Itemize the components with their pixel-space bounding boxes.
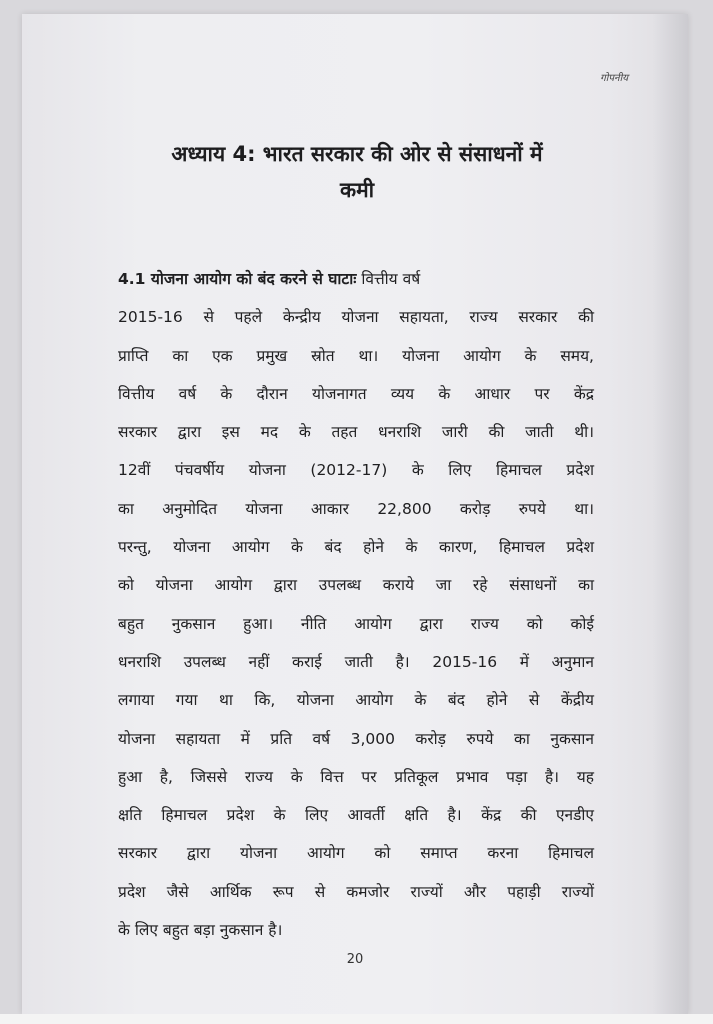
paragraph-line: क्षति हिमाचल प्रदेश के लिए आवर्ती क्षति है। केंद्र की एनडीए [118, 806, 594, 825]
paragraph-line: के लिए बहुत बड़ा नुकसान है। [118, 921, 283, 940]
paragraph-line: बहुत नुकसान हुआ। नीति आयोग द्वारा राज्य को कोई [118, 614, 594, 633]
bottom-edge [0, 1014, 713, 1024]
paragraph-line: सरकार द्वारा इस मद के तहत धनराशि जारी की जाती थी। [118, 423, 594, 442]
page-number: 20 [346, 952, 364, 967]
paragraph-line: वित्तीय वर्ष के दौरान योजनागत व्यय के आधार पर केंद्र [118, 384, 594, 403]
paragraph-line: 12वीं पंचवर्षीय योजना (2012-17) के लिए हिमाचल प्रदेश [118, 461, 594, 480]
paragraph-line: हुआ है, जिससे राज्य के वित्त पर प्रतिकूल प्रभाव पड़ा है। यह [118, 767, 594, 786]
paragraph-line: धनराशि उपलब्ध नहीं कराई जाती है। 2015-16 में अनुमान [118, 652, 594, 671]
document-page [22, 14, 688, 1014]
paragraph-line: प्रदेश जैसे आर्थिक रूप से कमजोर राज्यों और पहाड़ी राज्यों [118, 882, 594, 901]
paragraph-line-text: वित्तीय वर्ष [356, 270, 421, 288]
chapter-title-line-1: अध्याय 4: भारत सरकार की ओर से संसाधनों में [171, 142, 543, 166]
paragraph-line: का अनुमोदित योजना आकार 22,800 करोड़ रुपये था। [118, 499, 594, 518]
paragraph-line [118, 260, 594, 298]
paragraph-line: योजना सहायता में प्रति वर्ष 3,000 करोड़ रुपये का नुकसान [118, 729, 594, 748]
paragraph-line: प्राप्ति का एक प्रमुख स्रोत था। योजना आयोग के समय, [118, 346, 594, 365]
paragraph-line: को योजना आयोग द्वारा उपलब्ध कराये जा रहे संसाधनों का [118, 576, 594, 595]
paragraph-line: लगाया गया था कि, योजना आयोग के बंद होने से केंद्रीय [118, 691, 594, 710]
section-body [118, 260, 594, 949]
section-heading: 4.1 योजना आयोग को बंद करने से घाटाः [118, 270, 357, 288]
chapter-title [112, 136, 602, 208]
paragraph-line: 2015-16 से पहले केन्द्रीय योजना सहायता, राज्य सरकार की [118, 308, 594, 327]
chapter-title-line-2: कमी [339, 178, 375, 202]
paragraph-line: परन्तु, योजना आयोग के बंद होने के कारण, हिमाचल प्रदेश [118, 538, 594, 557]
confidential-mark: गोपनीय [600, 73, 628, 84]
paragraph-line: सरकार द्वारा योजना आयोग को समाप्त करना हिमाचल [118, 844, 594, 863]
